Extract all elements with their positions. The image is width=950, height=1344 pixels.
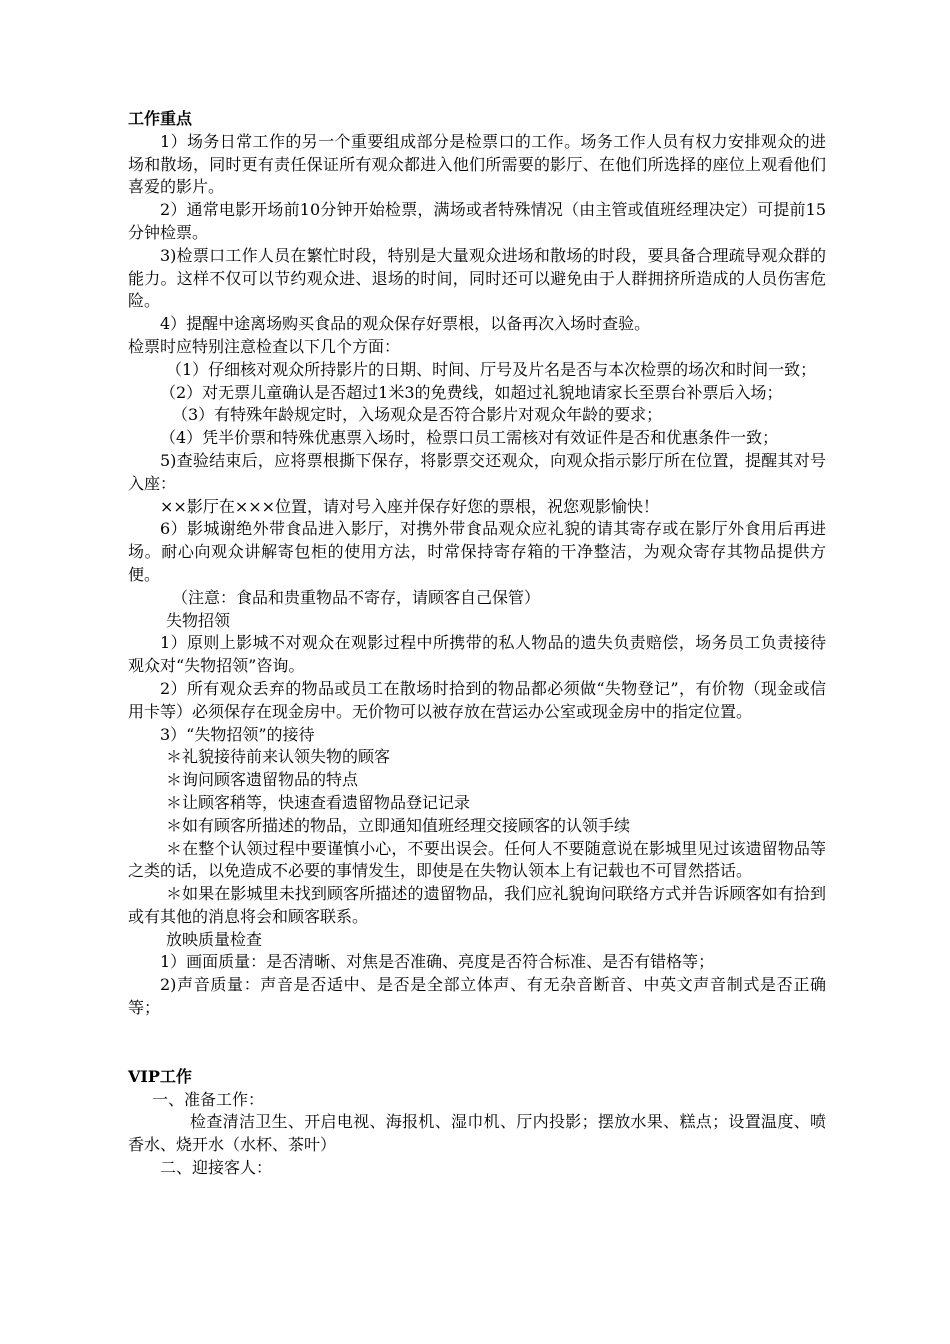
- paragraph-vip-prep-detail: 检查清洁卫生、开启电视、海报机、湿巾机、厅内投影；摆放水果、糕点；设置温度、喷香水、烧开水（水杯、茶叶）: [128, 1112, 826, 1155]
- list-item-check-records: ＊让顾客稍等，快速查看遗留物品登记记录: [166, 792, 471, 812]
- section-title-work-focus: 工作重点: [128, 109, 193, 128]
- list-item-be-careful: ＊在整个认领过程中要谨慎小心，不要出误会。任何人不要随意说在影城里见过该遗留物品等之类的话，以免造成不必要的事情发生，即使是在失物认领本上有记载也不可冒然搭话。: [128, 838, 826, 881]
- paragraph-lost-reception: 3）“失物招领”的接待: [160, 724, 315, 744]
- paragraph-seat-script: ××影厅在×××位置，请对号入座并保存好您的票根，祝您观影愉快！: [160, 496, 660, 516]
- paragraph-check-start-time: 2）通常电影开场前10分钟开始检票，满场或者特殊情况（由主管或值班经理决定）可提前15分钟检票。: [128, 200, 826, 242]
- document-page: [128, 108, 826, 1180]
- paragraph-check-aspects-intro: 检票时应特别注意检查以下几个方面：: [128, 336, 401, 356]
- paragraph-crowd-guidance: 3)检票口工作人员在繁忙时段，特别是大量观众进场和散场的时段，要具备合理疏导观众群的能力。这样不仅可以节约观众进、退场的时间，同时还可以避免由于人群拥挤所造成的人员伤害危险。: [128, 245, 826, 311]
- paragraph-storage-note: （注意：食品和贵重物品不寄存，请顾客自己保管）: [172, 587, 541, 607]
- list-item-contact-customer: ＊如果在影城里未找到顾客所描述的遗留物品，我们应礼貌询问联络方式并告诉顾客如有拾到或有其他的消息将会和顾客联系。: [128, 884, 826, 926]
- list-item-greet-customer: ＊礼貌接待前来认领失物的顾客: [166, 747, 391, 767]
- paragraph-keep-stub: 4）提醒中途离场购买食品的观众保存好票根，以备再次入场时查验。: [160, 314, 651, 334]
- list-item-ask-features: ＊询问顾客遗留物品的特点: [166, 770, 359, 790]
- section-spacer: [128, 1020, 826, 1066]
- paragraph-tear-stub: 5)查验结束后，应将票根撕下保存，将影票交还观众，向观众指示影厅所在位置，提醒其对号入座：: [128, 450, 826, 493]
- section-title-vip-work: VIP工作: [128, 1066, 192, 1086]
- paragraph-picture-quality: 1）画面质量：是否清晰、对焦是否准确、亮度是否符合标准、是否有错格等；: [160, 952, 715, 972]
- paragraph-lost-register: 2）所有观众丢弃的物品或员工在散场时拾到的物品都必须做“失物登记”，有价物（现金或信用卡等）必须保存在现金房中。无价物可以被存放在营运办公室或现金房中的指定位置。: [128, 678, 826, 721]
- paragraph-sound-quality: 2)声音质量：声音是否适中、是否是全部立体声、有无杂音断音、中英文声音制式是否正确等；: [128, 975, 826, 1018]
- subheading-projection-quality: 放映质量检查: [166, 929, 263, 949]
- list-item-child-height: （2）对无票儿童确认是否超过1米3的免费线，如超过礼貌地请家长至票台补票后入场；: [160, 382, 783, 402]
- paragraph-ticket-check-role: 1）场务日常工作的另一个重要组成部分是检票口的工作。场务工作人员有权力安排观众的进场和散场，同时更有责任保证所有观众都进入他们所需要的影厅、在他们所选择的座位上观看他们喜爱的影片。: [128, 131, 826, 197]
- list-item-notify-manager: ＊如有顾客所描述的物品，立即通知值班经理交接顾客的认领手续: [166, 815, 631, 835]
- paragraph-vip-greet-heading: 二、迎接客人：: [160, 1158, 273, 1178]
- paragraph-lost-liability: 1）原则上影城不对观众在观影过程中所携带的私人物品的遗失负责赔偿，场务员工负责接待观众对“失物招领”咨询。: [128, 633, 826, 676]
- subheading-lost-and-found: 失物招领: [166, 610, 231, 630]
- paragraph-vip-prep-heading: 一、准备工作：: [152, 1089, 265, 1109]
- list-item-age-rule: （3）有特殊年龄规定时，入场观众是否符合影片对观众年龄的要求；: [172, 405, 663, 425]
- paragraph-outside-food: 6）影城谢绝外带食品进入影厅，对携外带食品观众应礼貌的请其寄存或在影厅外食用后再进场。耐心向观众讲解寄包柜的使用方法，时常保持寄存箱的干净整洁，为观众寄存其物品提供方便。: [128, 519, 826, 584]
- list-item-check-date-time: （1）仔细核对观众所持影片的日期、时间、厅号及片名是否与本次检票的场次和时间一致；: [166, 359, 817, 379]
- list-item-discount-ticket: （4）凭半价票和特殊优惠票入场时，检票口员工需核对有效证件是否和优惠条件一致；: [160, 428, 779, 448]
